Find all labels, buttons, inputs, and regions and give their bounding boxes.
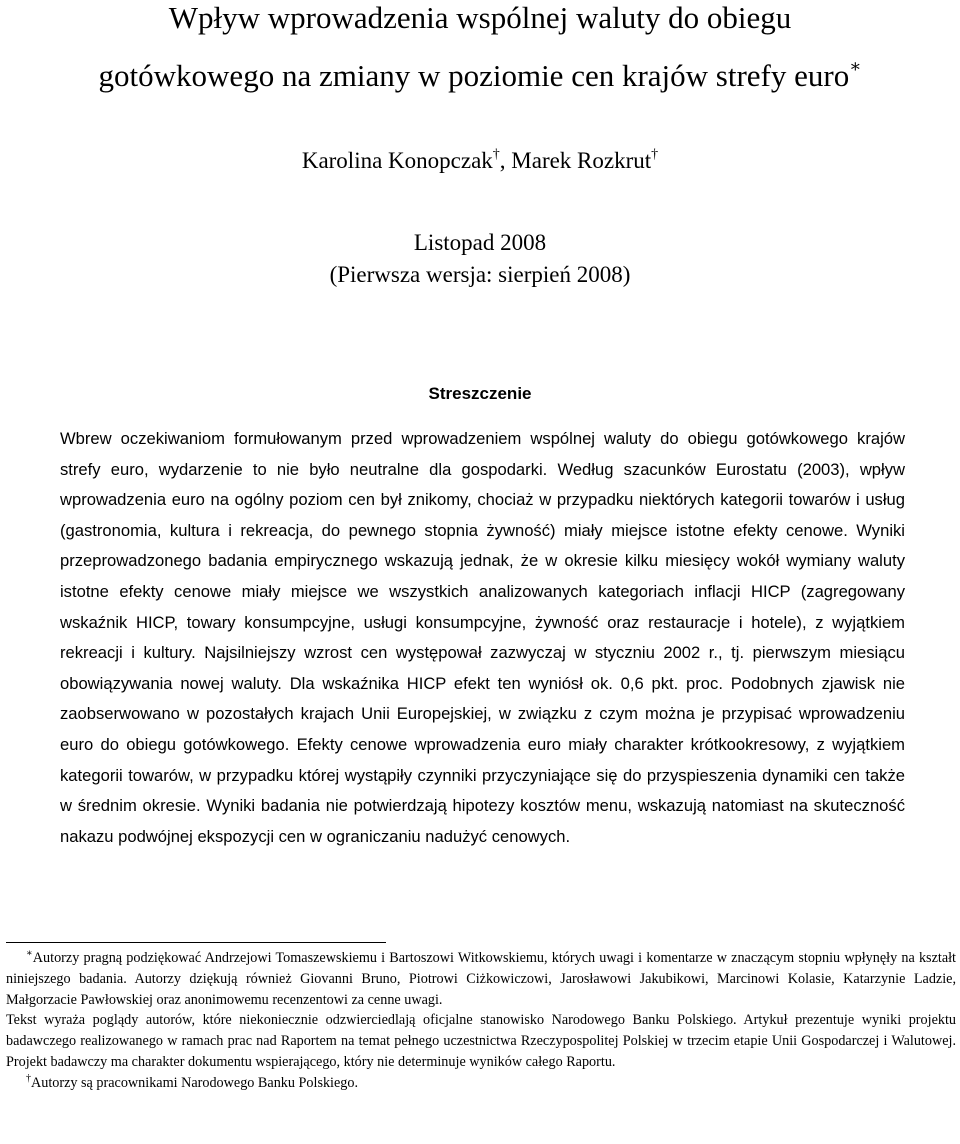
- title-line-2-text: gotówkowego na zmiany w poziomie cen krajów strefy euro: [98, 58, 850, 93]
- author-separator: ,: [499, 148, 512, 173]
- footnote-2-mark: †: [26, 1072, 31, 1084]
- footnote-rule: [6, 942, 386, 943]
- first-version-date: (Pierwsza wersja: sierpień 2008): [329, 262, 631, 287]
- author-1: Karolina Konopczak: [301, 148, 493, 173]
- abstract-heading: Streszczenie: [428, 384, 532, 403]
- title-footnote-mark: ∗: [849, 56, 862, 76]
- author-2-mark: †: [651, 147, 659, 162]
- footnote-1: [6, 948, 956, 1010]
- footnote-1-mark: ∗: [26, 948, 33, 959]
- author-1-mark: †: [492, 147, 500, 162]
- abstract-text: Wbrew oczekiwaniom formułowanym przed wprowadzeniem wspólnej waluty do obiegu gotówkowego krajów strefy euro, wydarzenie to nie było neutralne dla gospodarki. Według szacunków Eurostatu (2003), wpływ wprowadzenia euro na ogólny poziom cen był znikomy, chociaż w przypadku niektórych kategorii towarów i usług (gastronomia, kultura i rekreacja, do pewnego stopnia żywność) miały miejsce istotne efekty cenowe. Wyniki przeprowadzonego badania empirycznego wskazują jednak, że w okresie kilku miesięcy wokół wymiany waluty istotne efekty cenowe miały miejsce we wszystkich analizowanych kategoriach inflacji HICP (zagregowany wskaźnik HICP, towary konsumpcyjne, usługi konsumpcyjne, żywność oraz restauracje i hotele), z wyjątkiem rekreacji i kultury. Najsilniejszy wzrost cen występował zazwyczaj w styczniu 2002 r., tj. pierwszym miesiącu obowiązywania nowej waluty. Dla wskaźnika HICP efekt ten wyniósł ok. 0,6 pkt. proc. Podobnych zjawisk nie zaobserwowano w pozostałych krajach Unii Europejskiej, w związku z czym można je przypisać wprowadzeniu euro do obiegu gotówkowego. Efekty cenowe wprowadzenia euro miały charakter krótkookresowy, z wyjątkiem kategorii towarów, w przypadku której wystąpiły czynniki przyczyniające się do przyspieszenia dynamiki cen także w średnim okresie. Wyniki badania nie potwierdzają hipotezy kosztów menu, wskazują natomiast na skuteczność nakazu podwójnej ekspozycji cen w ograniczaniu nadużyć cenowych.: [60, 429, 905, 846]
- footnote-1-text: Autorzy pragną podziękować Andrzejowi Tomaszewskiemu i Bartoszowi Witkowskiemu, których uwagi i komentarze w znaczącym stopniu wpłynęły na kształt niniejszego badania. Autorzy dziękują również Giovanni Bruno, Piotrowi Ciżkowiczowi, Jarosławowi Jakubikowi, Marcinowi Kolasie, Katarzynie Ladzie, Małgorzacie Pawłowskiej oraz anonimowemu recenzentowi za cenne uwagi.: [6, 950, 956, 1008]
- title-line-2: [0, 58, 960, 94]
- paper-date: Listopad 2008: [413, 230, 547, 255]
- author-2: Marek Rozkrut: [511, 148, 652, 173]
- footnotes: [6, 948, 956, 1094]
- footnote-2-text: Autorzy są pracownikami Narodowego Banku Polskiego.: [31, 1074, 359, 1091]
- authors: [0, 146, 960, 176]
- footnote-1-continued: Tekst wyraża poglądy autorów, które niekoniecznie odzwierciedlają oficjalne stanowisko Narodowego Banku Polskiego. Artykuł prezentuje wyniki projektu badawczego realizowanego w ramach prac nad Raportem na temat pełnego uczestnictwa Rzeczypospolitej Polskiej w trzecim etapie Unii Gospodarczej i Walutowej. Projekt badawczy ma charakter dokumentu wspierającego, który nie determinuje wyników całego Raportu.: [6, 1012, 956, 1070]
- footnote-2: [6, 1073, 956, 1094]
- title-line-1: Wpływ wprowadzenia wspólnej waluty do obiegu: [168, 0, 792, 35]
